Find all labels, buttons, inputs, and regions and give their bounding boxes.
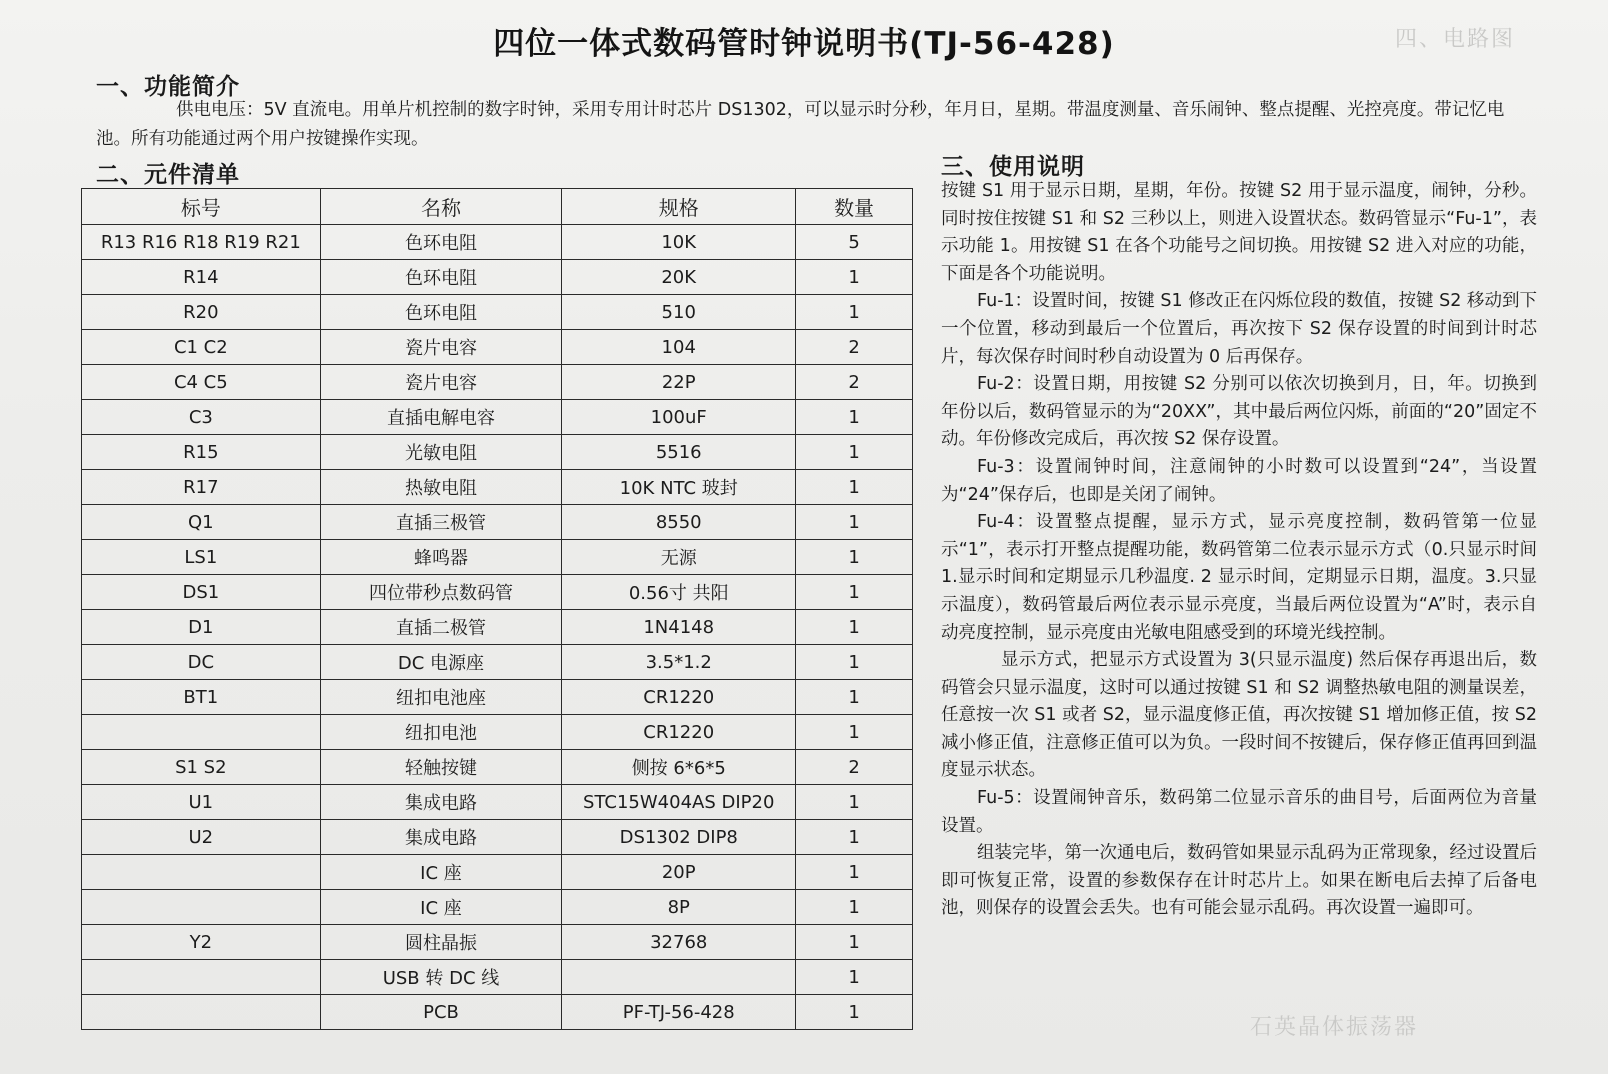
usage-paragraph-buttons: 按键 S1 用于显示日期，星期，年份。按键 S2 用于显示温度，闹钟，分秒。同时按住按键 S1 和 S2 三秒以上，则进入设置状态。数码管显示“Fu-1”，表示功能 1。用按键 S1 在各个功能号之间切换。用按键 S2 进入对应的功能，下面是各个功能说明。 (941, 181, 1537, 284)
table-row (82, 890, 913, 925)
column-header-spec: 规格 (562, 189, 796, 225)
cell-spec: 20P (562, 855, 796, 890)
section-heading-usage: 三、使用说明 (941, 154, 1085, 180)
cell-name: 四位带秒点数码管 (320, 575, 562, 610)
cell-quantity: 1 (796, 540, 913, 575)
cell-designator: R20 (82, 295, 321, 330)
cell-name: 纽扣电池座 (320, 680, 562, 715)
cell-name: PCB (320, 995, 562, 1030)
cell-quantity: 2 (796, 330, 913, 365)
cell-spec: PF-TJ-56-428 (562, 995, 796, 1030)
bleed-through-text: 石英晶体振荡器 (1250, 1015, 1419, 1040)
cell-quantity: 1 (796, 505, 913, 540)
intro-paragraph: 供电电压：5V 直流电。用单片机控制的数字时钟，采用专用计时芯片 DS1302，可以显示时分秒，年月日，星期。带温度测量、音乐闹钟、整点提醒、光控亮度。带记忆电池。所有功能通过两个用户按键操作实现。 (96, 100, 1505, 149)
cell-quantity: 1 (796, 295, 913, 330)
cell-spec: 20K (562, 260, 796, 295)
cell-spec: 10K (562, 225, 796, 260)
cell-name: 色环电阻 (320, 225, 562, 260)
table-row (82, 330, 913, 365)
table-row (82, 715, 913, 750)
table-row (82, 855, 913, 890)
usage-paragraph-fu3: Fu-3：设置闹钟时间，注意闹钟的小时数可以设置到“24”，当设置为“24”保存后，也即是关闭了闹钟。 (941, 456, 1537, 505)
cell-spec: 3.5*1.2 (562, 645, 796, 680)
cell-designator: C1 C2 (82, 330, 321, 365)
cell-spec: 侧按 6*6*5 (562, 750, 796, 785)
cell-designator: R13 R16 R18 R19 R21 (82, 225, 321, 260)
cell-name: 蜂鸣器 (320, 540, 562, 575)
cell-spec: 8550 (562, 505, 796, 540)
cell-name: 直插电解电容 (320, 400, 562, 435)
cell-designator (82, 715, 321, 750)
cell-spec: CR1220 (562, 715, 796, 750)
cell-spec: STC15W404AS DIP20 (562, 785, 796, 820)
table-header-row (82, 189, 913, 225)
table-row (82, 960, 913, 995)
cell-spec: 1N4148 (562, 610, 796, 645)
usage-instructions (941, 178, 1537, 923)
cell-spec: 510 (562, 295, 796, 330)
cell-spec: 100uF (562, 400, 796, 435)
cell-spec: 10K NTC 玻封 (562, 470, 796, 505)
usage-paragraph-fu4: Fu-4：设置整点提醒，显示方式，显示亮度控制，数码管第一位显示“1”，表示打开整点提醒功能，数码管第二位表示显示方式（0.只显示时间 1.显示时间和定期显示几秒温度. 2 显示时间，定期显示日期，温度。3.只显示温度），数码管最后两位表示显示亮度，当最后两位设置为“A”时，表示自动亮度控制，显示亮度由光敏电阻感受到的环境光线控制。 (941, 512, 1537, 643)
cell-name: DC 电源座 (320, 645, 562, 680)
table-row (82, 750, 913, 785)
table-row (82, 785, 913, 820)
page-title: 四位一体式数码管时钟说明书(TJ-56-428) (493, 26, 1115, 62)
cell-designator: R14 (82, 260, 321, 295)
cell-designator: BT1 (82, 680, 321, 715)
cell-name: 集成电路 (320, 820, 562, 855)
cell-quantity: 1 (796, 610, 913, 645)
cell-name: IC 座 (320, 890, 562, 925)
table-row (82, 820, 913, 855)
table-row (82, 540, 913, 575)
column-header-quantity: 数量 (796, 189, 913, 225)
cell-designator (82, 995, 321, 1030)
cell-quantity: 2 (796, 365, 913, 400)
table-row (82, 645, 913, 680)
parts-table (81, 188, 913, 1030)
cell-quantity: 1 (796, 470, 913, 505)
table-row (82, 995, 913, 1030)
usage-paragraph-display-mode: 显示方式，把显示方式设置为 3(只显示温度) 然后保存再退出后，数码管会只显示温度，这时可以通过按键 S1 和 S2 调整热敏电阻的测量误差，任意按一次 S1 或者 S2，显示温度修正值，再次按键 S1 增加修正值，按 S2 减小修正值，注意修正值可以为负。一段时间不按键后，保存修正值再回到温度显示状态。 (941, 650, 1537, 781)
cell-name: IC 座 (320, 855, 562, 890)
cell-designator (82, 855, 321, 890)
cell-name: 直插二极管 (320, 610, 562, 645)
cell-name: 色环电阻 (320, 295, 562, 330)
cell-name: 瓷片电容 (320, 365, 562, 400)
cell-quantity: 1 (796, 680, 913, 715)
cell-name: 色环电阻 (320, 260, 562, 295)
cell-quantity: 1 (796, 400, 913, 435)
cell-designator: D1 (82, 610, 321, 645)
cell-quantity: 1 (796, 820, 913, 855)
cell-spec: 32768 (562, 925, 796, 960)
cell-name: 直插三极管 (320, 505, 562, 540)
cell-name: 光敏电阻 (320, 435, 562, 470)
usage-paragraph-fu2: Fu-2：设置日期，用按键 S2 分别可以依次切换到月，日，年。切换到年份以后，数码管显示的为“20XX”，其中最后两位闪烁，前面的“20”固定不动。年份修改完成后，再次按 S2 保存设置。 (941, 374, 1537, 450)
table-row (82, 225, 913, 260)
cell-name: 瓷片电容 (320, 330, 562, 365)
cell-name: 纽扣电池 (320, 715, 562, 750)
cell-name: 圆柱晶振 (320, 925, 562, 960)
cell-designator: U2 (82, 820, 321, 855)
cell-designator (82, 960, 321, 995)
cell-spec: 104 (562, 330, 796, 365)
cell-quantity: 2 (796, 750, 913, 785)
cell-designator: Y2 (82, 925, 321, 960)
cell-designator: DS1 (82, 575, 321, 610)
cell-designator: DC (82, 645, 321, 680)
cell-quantity: 5 (796, 225, 913, 260)
cell-spec: 0.56寸 共阳 (562, 575, 796, 610)
cell-name: 热敏电阻 (320, 470, 562, 505)
table-row (82, 260, 913, 295)
section-heading-intro: 一、功能简介 (96, 74, 240, 100)
cell-designator: Q1 (82, 505, 321, 540)
table-row (82, 575, 913, 610)
cell-designator: U1 (82, 785, 321, 820)
column-header-name: 名称 (320, 189, 562, 225)
column-header-designator: 标号 (82, 189, 321, 225)
table-row (82, 365, 913, 400)
cell-quantity: 1 (796, 960, 913, 995)
cell-quantity: 1 (796, 260, 913, 295)
cell-name: USB 转 DC 线 (320, 960, 562, 995)
cell-name: 集成电路 (320, 785, 562, 820)
cell-designator: R17 (82, 470, 321, 505)
table-row (82, 505, 913, 540)
table-row (82, 680, 913, 715)
cell-designator: S1 S2 (82, 750, 321, 785)
cell-quantity: 1 (796, 855, 913, 890)
cell-quantity: 1 (796, 715, 913, 750)
cell-spec: 22P (562, 365, 796, 400)
cell-quantity: 1 (796, 785, 913, 820)
cell-spec: 8P (562, 890, 796, 925)
table-row (82, 610, 913, 645)
bleed-through-text: 四、电路图 (1395, 27, 1516, 52)
cell-quantity: 1 (796, 890, 913, 925)
table-row (82, 400, 913, 435)
cell-quantity: 1 (796, 645, 913, 680)
usage-paragraph-assembly: 组装完毕，第一次通电后，数码管如果显示乱码为正常现象，经过设置后即可恢复正常，设置的参数保存在计时芯片上。如果在断电后去掉了后备电池，则保存的设置会丢失。也有可能会显示乱码。再次设置一遍即可。 (941, 843, 1537, 919)
table-row (82, 435, 913, 470)
cell-designator: LS1 (82, 540, 321, 575)
cell-spec: 无源 (562, 540, 796, 575)
cell-quantity: 1 (796, 995, 913, 1030)
table-row (82, 470, 913, 505)
cell-quantity: 1 (796, 435, 913, 470)
cell-spec (562, 960, 796, 995)
usage-paragraph-fu5: Fu-5：设置闹钟音乐，数码第二位显示音乐的曲目号，后面两位为音量设置。 (941, 788, 1537, 836)
cell-spec: DS1302 DIP8 (562, 820, 796, 855)
table-row (82, 925, 913, 960)
cell-designator: C3 (82, 400, 321, 435)
cell-spec: 5516 (562, 435, 796, 470)
cell-spec: CR1220 (562, 680, 796, 715)
cell-designator: C4 C5 (82, 365, 321, 400)
cell-quantity: 1 (796, 575, 913, 610)
section-heading-parts: 二、元件清单 (96, 162, 240, 188)
cell-name: 轻触按键 (320, 750, 562, 785)
cell-designator (82, 890, 321, 925)
usage-paragraph-fu1: Fu-1：设置时间，按键 S1 修改正在闪烁位段的数值，按键 S2 移动到下一个位置，移动到最后一个位置后，再次按下 S2 保存设置的时间到计时芯片，每次保存时间时秒自动设置为 0 后再保存。 (941, 291, 1537, 367)
table-row (82, 295, 913, 330)
cell-quantity: 1 (796, 925, 913, 960)
cell-designator: R15 (82, 435, 321, 470)
